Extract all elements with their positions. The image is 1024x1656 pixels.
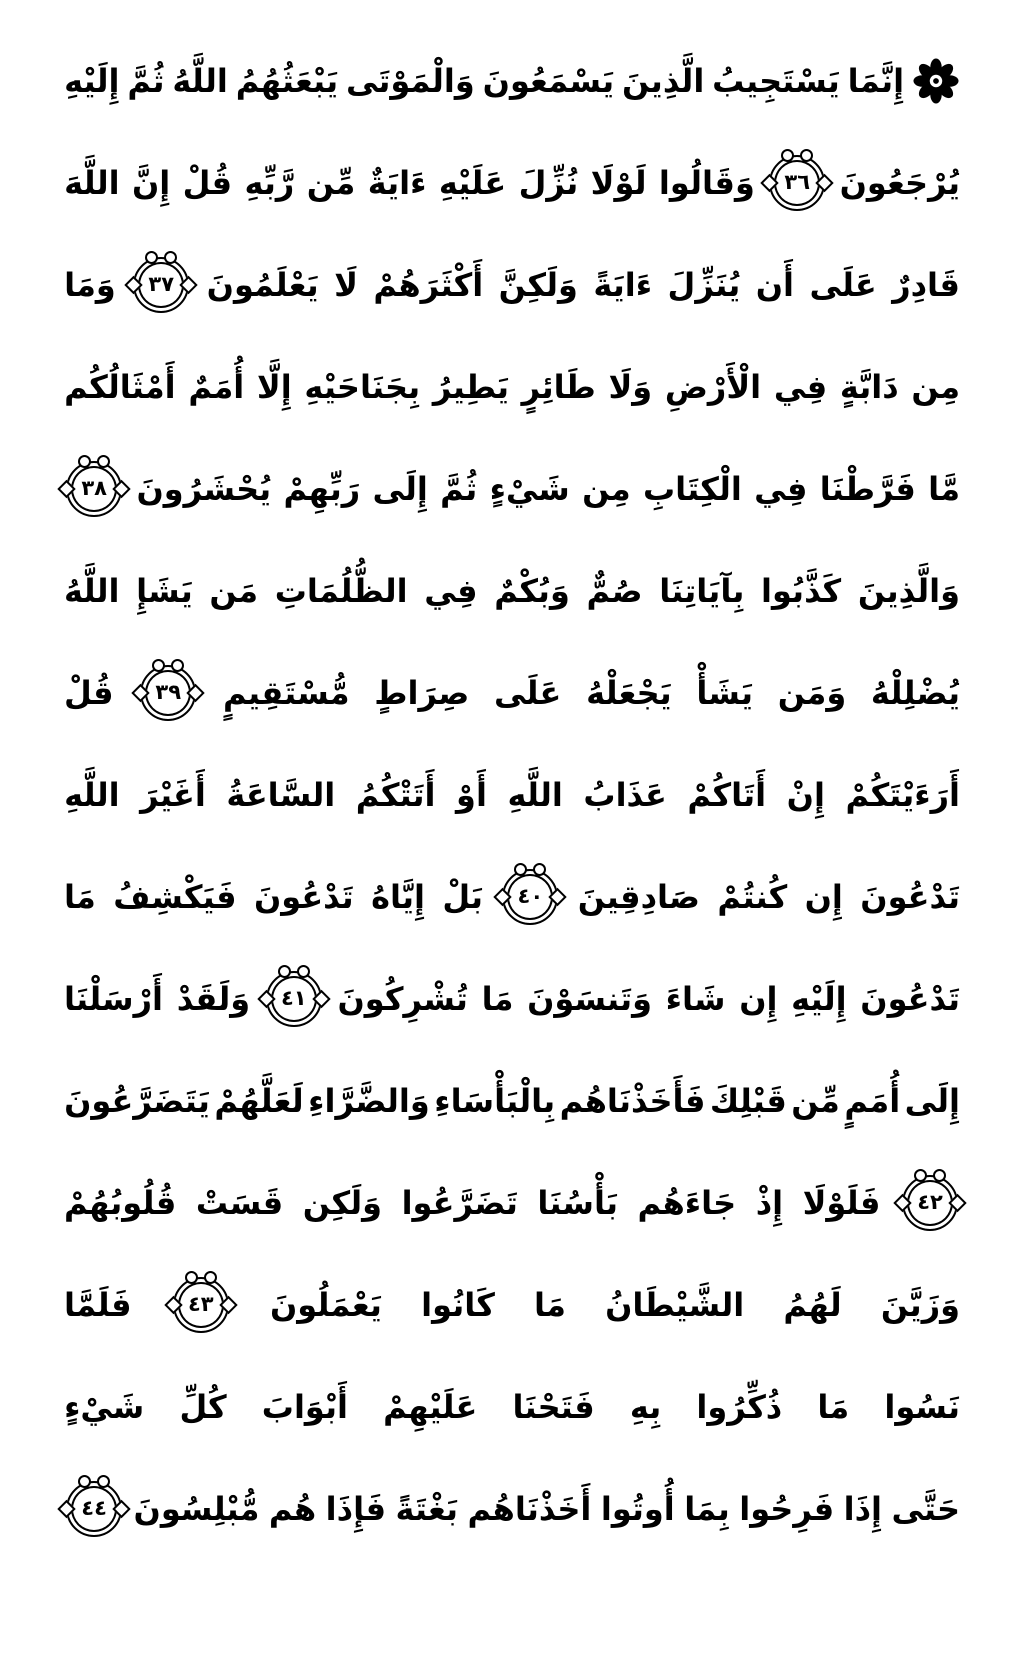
quran-word: يُحْشَرُونَ	[136, 470, 272, 508]
quran-word: فَلَوْلَا	[802, 1184, 881, 1222]
quran-word: الْأَرْضِ	[664, 368, 762, 406]
quran-word: بِهِ	[629, 1388, 662, 1426]
quran-word: الشَّيْطَانُ	[605, 1286, 745, 1324]
ayah-end-marker	[769, 155, 825, 211]
quran-word: أَرْسَلْنَا	[64, 980, 164, 1018]
quran-word: كُنتُمْ	[717, 878, 788, 916]
ayah-marker-leaf-icon	[219, 1296, 237, 1314]
quran-word: إِيَّاهُ	[371, 878, 425, 916]
quran-line-8	[64, 744, 960, 846]
quran-word: فَرِحُوا	[739, 1490, 835, 1528]
ayah-marker-leaf-icon	[816, 174, 834, 192]
quran-word: اللَّهِ	[507, 776, 563, 814]
ayah-marker-leaf-icon	[761, 174, 779, 192]
ayah-marker-leaf-icon	[112, 480, 130, 498]
quran-word: شَيْءٍ	[64, 1388, 145, 1426]
quran-word: رَبِّهِمْ	[283, 470, 361, 508]
quran-word: يَسْتَجِيبُ	[712, 62, 840, 100]
quran-word: فِي	[754, 470, 808, 508]
ayah-marker-leaf-icon	[948, 1194, 966, 1212]
ayah-end-marker	[902, 1175, 958, 1231]
ayah-marker-leaf-icon	[187, 684, 205, 702]
quran-word: يَعْلَمُونَ	[206, 266, 319, 304]
quran-word: مِّن	[791, 1082, 840, 1120]
ayah-number: ٣٧	[148, 271, 175, 296]
ayah-marker-leaf-icon	[112, 1500, 130, 1518]
quran-word: بِمَا	[684, 1490, 730, 1528]
quran-word: يَجْعَلْهُ	[586, 674, 672, 712]
quran-word: عَلَى	[809, 266, 877, 304]
quran-word: وَتَنسَوْنَ	[527, 980, 652, 1018]
quran-word: وَلَكِن	[302, 1184, 383, 1222]
quran-line-5	[64, 438, 960, 540]
quran-word: إِلَى	[904, 1082, 960, 1120]
quran-word: وَالَّذِينَ	[857, 572, 960, 610]
quran-word: قَادِرٌ	[892, 266, 960, 304]
quran-line-12	[64, 1152, 960, 1254]
quran-word: قَبْلِكَ	[709, 1082, 787, 1120]
ayah-number: ٤٢	[917, 1189, 943, 1214]
quran-word: أُمَمٌ	[188, 368, 245, 406]
quran-word: يَشَإِ	[136, 572, 193, 610]
quran-word: إِلَيْهِ	[64, 62, 120, 100]
quran-word: يُضْلِلْهُ	[870, 674, 960, 712]
quran-word: يَشَأْ	[696, 674, 753, 712]
quran-word: دَابَّةٍ	[839, 368, 899, 406]
quran-word: هُم	[268, 1490, 317, 1528]
quran-word: يَطِيرُ	[432, 368, 509, 406]
quran-word: وَقَالُوا	[658, 164, 755, 202]
quran-word: وَلَقَدْ	[176, 980, 251, 1018]
quran-word: أَغَيْرَ	[140, 776, 206, 814]
quran-word: يُرْجَعُونَ	[839, 164, 960, 202]
quran-word: صَادِقِينَ	[577, 878, 700, 916]
quran-word: تَدْعُونَ	[860, 878, 960, 916]
ayah-number: ٤٤	[81, 1495, 107, 1520]
quran-word: وَمَا	[64, 266, 116, 304]
quran-word: كَذَّبُوا	[761, 572, 842, 610]
quran-word: وَلَكِنَّ	[498, 266, 578, 304]
quran-word: إِلَى	[372, 470, 428, 508]
ayah-end-marker	[140, 665, 196, 721]
quran-word: وَلَا	[608, 368, 653, 406]
quran-word: مَن	[209, 572, 259, 610]
ayah-end-marker	[66, 461, 122, 517]
quran-word: أَوْ	[456, 776, 487, 814]
quran-word: ءَايَةٌ	[367, 164, 427, 202]
ayah-marker-leaf-icon	[125, 276, 143, 294]
quran-word: بَأْسُنَا	[537, 1184, 618, 1222]
quran-word: بِجَنَاحَيْهِ	[304, 368, 421, 406]
quran-word: وَبُكْمٌ	[494, 572, 570, 610]
quran-word: اللَّهُ	[64, 572, 120, 610]
quran-line-2	[64, 132, 960, 234]
quran-word: مِن	[911, 368, 960, 406]
quran-word: مَا	[64, 878, 96, 916]
ayah-number: ٣٦	[784, 169, 811, 194]
quran-word: ثُمَّ	[127, 62, 165, 100]
quran-word: أَتَتْكُمُ	[355, 776, 436, 814]
quran-word: كَانُوا	[421, 1286, 495, 1324]
ayah-number: ٤١	[280, 985, 307, 1010]
quran-word: إِنَّمَا	[847, 62, 905, 100]
ayah-end-marker	[266, 971, 322, 1027]
mushaf-text	[64, 30, 960, 1560]
quran-line-13	[64, 1254, 960, 1356]
quran-word: إِن	[804, 878, 843, 916]
quran-word: لَا	[334, 266, 358, 304]
quran-word: بَغْتَةً	[395, 1490, 459, 1528]
quran-word: تَدْعُونَ	[253, 878, 354, 916]
quran-word: مُّبْلِسُونَ	[133, 1490, 260, 1528]
quran-word: شَيْءٍ	[489, 470, 570, 508]
quran-word: الَّذِينَ	[622, 62, 705, 100]
quran-word: فَأَخَذْنَاهُم	[559, 1082, 706, 1120]
quran-line-6	[64, 540, 960, 642]
quran-word: عَلَى	[494, 674, 562, 712]
quran-line-4	[64, 336, 960, 438]
quran-word: قُلُوبُهُمْ	[64, 1184, 177, 1222]
quran-word: إِذْ	[755, 1184, 784, 1222]
quran-word: صِرَاطٍ	[374, 674, 470, 712]
quran-line-7	[64, 642, 960, 744]
quran-word: بَلْ	[442, 878, 483, 916]
quran-word: وَزَيَّنَ	[880, 1286, 960, 1324]
quran-word: أُوتُوا	[600, 1490, 675, 1528]
quran-word: طَائِرٍ	[521, 368, 596, 406]
quran-word: قُلْ	[182, 164, 233, 202]
quran-word: عَلَيْهِمْ	[383, 1388, 478, 1426]
quran-word: بِالْبَأْسَاءِ	[434, 1082, 556, 1120]
ayah-marker-leaf-icon	[180, 276, 198, 294]
quran-word: إِن	[739, 980, 778, 1018]
quran-word: تَضَرَّعُوا	[401, 1184, 518, 1222]
ayah-marker-leaf-icon	[164, 1296, 182, 1314]
quran-word: مُّسْتَقِيمٍ	[222, 674, 350, 712]
ayah-marker-leaf-icon	[57, 1500, 75, 1518]
quran-word: صُمٌّ	[586, 572, 643, 610]
quran-word: إِنْ	[786, 776, 825, 814]
ayah-end-marker	[66, 1481, 122, 1537]
quran-word: أَتَاكُمْ	[687, 776, 767, 814]
quran-word: وَالضَّرَّاءِ	[308, 1082, 430, 1120]
quran-word: حَتَّى	[891, 1490, 960, 1528]
quran-word: شَاءَ	[665, 980, 726, 1018]
ayah-marker-leaf-icon	[132, 684, 150, 702]
quran-word: فِي	[773, 368, 828, 406]
quran-word: جَاءَهُم	[637, 1184, 737, 1222]
quran-line-9	[64, 846, 960, 948]
quran-line-15	[64, 1458, 960, 1560]
quran-word: فَلَمَّا	[64, 1286, 132, 1324]
quran-word: أَكْثَرَهُمْ	[373, 266, 484, 304]
quran-word: وَالْمَوْتَى	[346, 62, 475, 100]
quran-line-11	[64, 1050, 960, 1152]
quran-line-3	[64, 234, 960, 336]
quran-word: مَا	[534, 1286, 566, 1324]
quran-word: اللَّهُ	[172, 62, 228, 100]
quran-word: مِّن	[306, 164, 356, 202]
ayah-marker-leaf-icon	[549, 888, 567, 906]
quran-word: يَبْعَثُهُمُ	[235, 62, 339, 100]
quran-word: مَّا	[928, 470, 960, 508]
quran-word: عَذَابُ	[583, 776, 667, 814]
quran-word: يَتَضَرَّعُونَ	[64, 1082, 210, 1120]
quran-line-10	[64, 948, 960, 1050]
quran-word: يَسْمَعُونَ	[482, 62, 615, 100]
ayah-number: ٤٣	[187, 1291, 214, 1316]
ayah-marker-leaf-icon	[893, 1194, 911, 1212]
quran-word: أَن	[755, 266, 795, 304]
quran-word: لَهُمُ	[783, 1286, 842, 1324]
quran-word: إِنَّ	[131, 164, 171, 202]
quran-word: ثُمَّ	[440, 470, 478, 508]
quran-word: مَا	[481, 980, 514, 1018]
rub-el-hizb-icon	[912, 57, 960, 105]
quran-word: فَيَكْشِفُ	[113, 878, 237, 916]
quran-word: نَسُوا	[884, 1388, 960, 1426]
quran-word: إِذَا	[843, 1490, 883, 1528]
ayah-marker-leaf-icon	[494, 888, 512, 906]
ayah-end-marker	[173, 1277, 229, 1333]
quran-word: إِلَيْهِ	[791, 980, 847, 1018]
quran-word: تُشْرِكُونَ	[337, 980, 468, 1018]
quran-word: ءَايَةً	[593, 266, 653, 304]
quran-word: السَّاعَةُ	[226, 776, 336, 814]
quran-word: كُلِّ	[179, 1388, 227, 1426]
quran-word: مَا	[817, 1388, 850, 1426]
quran-word: رَّبِّهِ	[244, 164, 295, 202]
quran-word: ذُكِّرُوا	[696, 1388, 783, 1426]
quran-word: إِلَّا	[256, 368, 292, 406]
ayah-number: ٣٨	[81, 475, 107, 500]
quran-word: نُزِّلَ	[518, 164, 579, 202]
quran-word: وَمَن	[777, 674, 847, 712]
quran-word: يَعْمَلُونَ	[269, 1286, 382, 1324]
quran-word: لَعَلَّهُمْ	[214, 1082, 304, 1120]
quran-word: اللَّهِ	[64, 776, 120, 814]
ayah-number: ٣٩	[155, 679, 182, 704]
quran-word: أَبْوَابَ	[261, 1388, 348, 1426]
quran-word: لَوْلَا	[590, 164, 647, 202]
quran-word: أَخَذْنَاهُم	[467, 1490, 592, 1528]
quran-word: قُلْ	[64, 674, 114, 712]
ayah-marker-leaf-icon	[312, 990, 330, 1008]
ayah-marker-leaf-icon	[57, 480, 75, 498]
quran-word: الْكِتَابِ	[643, 470, 742, 508]
quran-line-1	[64, 30, 960, 132]
quran-word: أَمْثَالُكُم	[64, 368, 176, 406]
quran-word: أَرَءَيْتَكُمْ	[845, 776, 960, 814]
ayah-end-marker	[133, 257, 189, 313]
quran-word: فَتَحْنَا	[512, 1388, 595, 1426]
quran-word: فِي	[424, 572, 478, 610]
quran-word: تَدْعُونَ	[860, 980, 960, 1018]
ayah-number: ٤٠	[517, 883, 544, 908]
quran-word: فَإِذَا	[325, 1490, 387, 1528]
quran-word: يُنَزِّلَ	[667, 266, 741, 304]
quran-line-14	[64, 1356, 960, 1458]
quran-word: فَرَّطْنَا	[819, 470, 916, 508]
quran-word: اللَّهَ	[64, 164, 120, 202]
ayah-marker-leaf-icon	[257, 990, 275, 1008]
quran-word: عَلَيْهِ	[438, 164, 507, 202]
quran-word: بِآيَاتِنَا	[659, 572, 745, 610]
quran-word: قَسَتْ	[195, 1184, 284, 1222]
quran-word: الظُّلُمَاتِ	[274, 572, 408, 610]
ayah-end-marker	[502, 869, 558, 925]
quran-word: مِن	[582, 470, 631, 508]
quran-word: أُمَمٍ	[844, 1082, 901, 1120]
